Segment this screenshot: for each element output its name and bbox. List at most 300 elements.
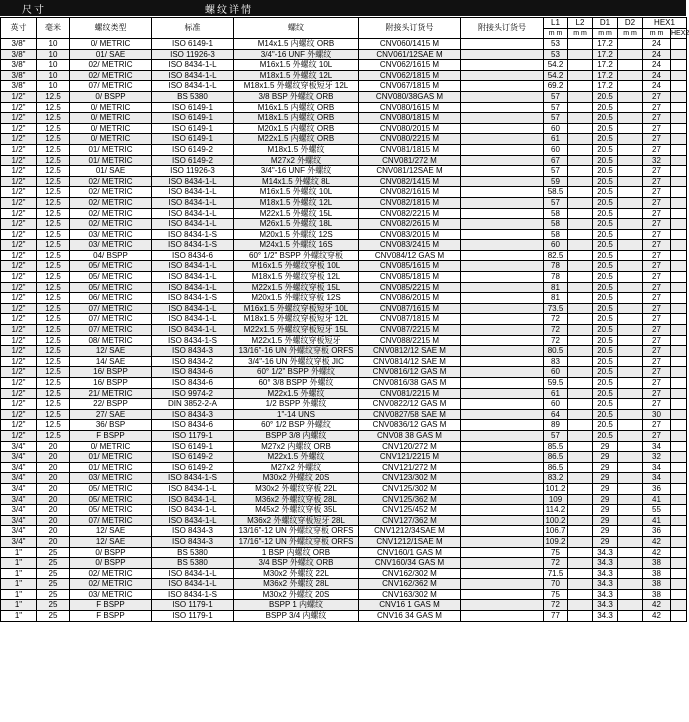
- cell-thread-type: 03/ METRIC: [70, 240, 152, 251]
- cell-d1: 34.3: [593, 589, 618, 600]
- table-row: [1, 483, 687, 494]
- cell-d2: [618, 250, 643, 261]
- cell-thread-type: 07/ METRIC: [70, 81, 152, 92]
- cell-fitting-part-no-2: [461, 60, 544, 71]
- table-row: [1, 420, 687, 431]
- cell-thread: 1 BSP 内螺纹 ORB: [234, 547, 359, 558]
- cell-d1: 20.5: [593, 282, 618, 293]
- cell-thread-type: 22/ BSPP: [70, 399, 152, 410]
- cell-standard: ISO 8434-1-S: [152, 589, 234, 600]
- cell-fitting-part-no: CNV062/1815 M: [359, 70, 461, 81]
- cell-fitting-part-no-2: [461, 49, 544, 60]
- cell-hex2: [671, 483, 687, 494]
- cell-d1: 20.5: [593, 346, 618, 357]
- table-row: [1, 303, 687, 314]
- cell-fitting-part-no: CNV1212/1SAE M: [359, 536, 461, 547]
- cell-hex1: 27: [643, 420, 671, 431]
- cell-hex1: 32: [643, 155, 671, 166]
- cell-thread-type: 01/ METRIC: [70, 155, 152, 166]
- table-row: [1, 430, 687, 441]
- cell-hex2: [671, 176, 687, 187]
- cell-hex2: [671, 134, 687, 145]
- cell-d2: [618, 568, 643, 579]
- cell-mm: 12.5: [37, 272, 70, 283]
- cell-inch: 1/2": [1, 388, 37, 399]
- cell-l1: 72: [544, 325, 568, 336]
- cell-hex1: 27: [643, 219, 671, 230]
- cell-d2: [618, 144, 643, 155]
- cell-inch: 3/4": [1, 462, 37, 473]
- cell-mm: 20: [37, 473, 70, 484]
- cell-l1: 85.5: [544, 441, 568, 452]
- cell-thread: 3/4"-16 UNF 外螺纹: [234, 49, 359, 60]
- cell-l1: 72: [544, 600, 568, 611]
- cell-l1: 57: [544, 166, 568, 177]
- cell-d1: 34.3: [593, 547, 618, 558]
- cell-standard: ISO 8434-1-L: [152, 325, 234, 336]
- cell-d2: [618, 123, 643, 134]
- cell-l1: 72: [544, 314, 568, 325]
- cell-fitting-part-no-2: [461, 494, 544, 505]
- cell-fitting-part-no: CNV080/38GAS M: [359, 91, 461, 102]
- cell-thread: 60° 1/2 BSP 外螺纹: [234, 420, 359, 431]
- cell-inch: 1/2": [1, 123, 37, 134]
- cell-fitting-part-no: CNV080/1615 M: [359, 102, 461, 113]
- table-row: [1, 81, 687, 92]
- cell-standard: ISO 8434-1-L: [152, 282, 234, 293]
- cell-mm: 12.5: [37, 208, 70, 219]
- cell-thread: M18x1.5 外螺纹: [234, 144, 359, 155]
- cell-thread: 13/16"-16 UN 外螺纹穿板 ORFS: [234, 346, 359, 357]
- cell-thread: 1/2 BSPP 外螺纹: [234, 399, 359, 410]
- cell-l2: [568, 144, 593, 155]
- cell-d2: [618, 197, 643, 208]
- unit-l2: m m: [568, 29, 593, 39]
- cell-fitting-part-no-2: [461, 515, 544, 526]
- cell-mm: 12.5: [37, 378, 70, 389]
- cell-l2: [568, 600, 593, 611]
- cell-inch: 1/2": [1, 303, 37, 314]
- cell-fitting-part-no-2: [461, 282, 544, 293]
- cell-fitting-part-no-2: [461, 81, 544, 92]
- cell-l1: 70: [544, 579, 568, 590]
- cell-d1: 20.5: [593, 240, 618, 251]
- cell-hex1: 27: [643, 346, 671, 357]
- cell-fitting-part-no-2: [461, 409, 544, 420]
- cell-d2: [618, 430, 643, 441]
- cell-fitting-part-no-2: [461, 441, 544, 452]
- cell-d1: 34.3: [593, 600, 618, 611]
- cell-hex1: 27: [643, 91, 671, 102]
- cell-standard: ISO 8434-1-L: [152, 70, 234, 81]
- cell-fitting-part-no: CNV080/2215 M: [359, 134, 461, 145]
- cell-mm: 12.5: [37, 325, 70, 336]
- col-d2: D2: [618, 18, 643, 29]
- cell-mm: 12.5: [37, 314, 70, 325]
- cell-fitting-part-no-2: [461, 547, 544, 558]
- cell-hex1: 42: [643, 611, 671, 622]
- cell-mm: 20: [37, 494, 70, 505]
- cell-d2: [618, 272, 643, 283]
- cell-thread-type: 06/ METRIC: [70, 293, 152, 304]
- cell-hex2: [671, 113, 687, 124]
- cell-inch: 1": [1, 600, 37, 611]
- cell-mm: 25: [37, 589, 70, 600]
- cell-standard: ISO 8434-1-L: [152, 568, 234, 579]
- cell-standard: ISO 6149-2: [152, 144, 234, 155]
- cell-inch: 3/8": [1, 49, 37, 60]
- cell-inch: 1/2": [1, 208, 37, 219]
- cell-mm: 25: [37, 579, 70, 590]
- cell-hex2: [671, 452, 687, 463]
- cell-standard: ISO 1179-1: [152, 600, 234, 611]
- cell-l2: [568, 303, 593, 314]
- cell-fitting-part-no: CNV127/362 M: [359, 515, 461, 526]
- cell-d2: [618, 81, 643, 92]
- cell-thread-type: 03/ METRIC: [70, 589, 152, 600]
- cell-l2: [568, 462, 593, 473]
- cell-mm: 12.5: [37, 346, 70, 357]
- cell-thread-type: 0/ BSPP: [70, 91, 152, 102]
- cell-l2: [568, 113, 593, 124]
- cell-fitting-part-no: CNV160/34 GAS M: [359, 558, 461, 569]
- cell-thread: 3/4 BSP 外螺纹 ORB: [234, 558, 359, 569]
- cell-fitting-part-no: CNV084/12 GAS M: [359, 250, 461, 261]
- cell-fitting-part-no: CNV125/452 M: [359, 505, 461, 516]
- cell-hex2: [671, 325, 687, 336]
- cell-hex1: 32: [643, 452, 671, 463]
- cell-d2: [618, 229, 643, 240]
- cell-hex2: [671, 600, 687, 611]
- cell-hex2: [671, 589, 687, 600]
- table-row: [1, 176, 687, 187]
- table-row: [1, 39, 687, 50]
- size-section-title: 尺寸: [22, 5, 46, 16]
- cell-standard: ISO 8434-3: [152, 536, 234, 547]
- cell-thread: M16x1.5 外螺纹 10L: [234, 187, 359, 198]
- cell-d1: 20.5: [593, 399, 618, 410]
- cell-standard: ISO 6149-1: [152, 441, 234, 452]
- cell-fitting-part-no-2: [461, 378, 544, 389]
- cell-l1: 71.5: [544, 568, 568, 579]
- cell-l1: 75: [544, 589, 568, 600]
- cell-l2: [568, 473, 593, 484]
- cell-l2: [568, 102, 593, 113]
- cell-d2: [618, 378, 643, 389]
- table-row: [1, 388, 687, 399]
- cell-thread-type: 07/ METRIC: [70, 314, 152, 325]
- cell-inch: 1": [1, 547, 37, 558]
- cell-fitting-part-no: CNV062/1615 M: [359, 60, 461, 71]
- cell-fitting-part-no: CNV123/302 M: [359, 473, 461, 484]
- cell-hex2: [671, 229, 687, 240]
- cell-d1: 20.5: [593, 378, 618, 389]
- cell-standard: ISO 11926-3: [152, 166, 234, 177]
- cell-l1: 109: [544, 494, 568, 505]
- cell-fitting-part-no-2: [461, 505, 544, 516]
- cell-fitting-part-no: CNV082/1815 M: [359, 197, 461, 208]
- cell-fitting-part-no-2: [461, 346, 544, 357]
- table-row: [1, 134, 687, 145]
- cell-standard: DIN 3852-2-A: [152, 399, 234, 410]
- cell-thread-type: 02/ METRIC: [70, 70, 152, 81]
- cell-thread: M22x1.5 外螺纹: [234, 452, 359, 463]
- cell-d2: [618, 441, 643, 452]
- cell-mm: 25: [37, 568, 70, 579]
- cell-thread: M18x1.5 内螺纹 ORB: [234, 113, 359, 124]
- col-standard: 标准: [152, 18, 234, 39]
- cell-l2: [568, 187, 593, 198]
- cell-thread: M30x2 外螺纹 20S: [234, 589, 359, 600]
- cell-l2: [568, 536, 593, 547]
- cell-hex1: 42: [643, 536, 671, 547]
- cell-hex2: [671, 208, 687, 219]
- cell-fitting-part-no: CNV0816/12 GAS M: [359, 367, 461, 378]
- cell-thread: M20x1.5 外螺纹穿板 12S: [234, 293, 359, 304]
- cell-mm: 12.5: [37, 261, 70, 272]
- cell-d1: 29: [593, 505, 618, 516]
- cell-hex1: 27: [643, 335, 671, 346]
- table-row: [1, 409, 687, 420]
- cell-fitting-part-no-2: [461, 102, 544, 113]
- cell-thread-type: 0/ BSPP: [70, 547, 152, 558]
- cell-hex1: 27: [643, 399, 671, 410]
- cell-thread-type: F BSPP: [70, 611, 152, 622]
- cell-l2: [568, 399, 593, 410]
- cell-d1: 20.5: [593, 144, 618, 155]
- cell-d1: 20.5: [593, 261, 618, 272]
- cell-l2: [568, 250, 593, 261]
- cell-hex2: [671, 303, 687, 314]
- cell-d2: [618, 282, 643, 293]
- cell-hex2: [671, 144, 687, 155]
- cell-thread: M16x1.5 内螺纹 ORB: [234, 102, 359, 113]
- cell-d1: 29: [593, 462, 618, 473]
- table-row: [1, 282, 687, 293]
- cell-inch: 3/4": [1, 452, 37, 463]
- table-row: [1, 600, 687, 611]
- cell-hex2: [671, 515, 687, 526]
- cell-hex1: 24: [643, 70, 671, 81]
- cell-inch: 3/4": [1, 483, 37, 494]
- cell-fitting-part-no: CNV085/1615 M: [359, 261, 461, 272]
- cell-d1: 20.5: [593, 409, 618, 420]
- cell-standard: ISO 8434-1-L: [152, 515, 234, 526]
- cell-fitting-part-no-2: [461, 166, 544, 177]
- cell-l1: 80.5: [544, 346, 568, 357]
- cell-inch: 1/2": [1, 335, 37, 346]
- cell-inch: 1/2": [1, 113, 37, 124]
- cell-hex2: [671, 81, 687, 92]
- cell-hex2: [671, 494, 687, 505]
- cell-hex2: [671, 155, 687, 166]
- table-row: [1, 113, 687, 124]
- cell-mm: 20: [37, 536, 70, 547]
- cell-d2: [618, 155, 643, 166]
- cell-hex1: 55: [643, 505, 671, 516]
- cell-d1: 29: [593, 526, 618, 537]
- col-l2: L2: [568, 18, 593, 29]
- table-row: [1, 91, 687, 102]
- cell-hex2: [671, 166, 687, 177]
- cell-thread: BSPP 1 内螺纹: [234, 600, 359, 611]
- cell-fitting-part-no: CNV162/362 M: [359, 579, 461, 590]
- cell-l1: 61: [544, 388, 568, 399]
- unit-d1: m m: [593, 29, 618, 39]
- cell-thread-type: 27/ SAE: [70, 409, 152, 420]
- table-row: [1, 293, 687, 304]
- cell-hex1: 24: [643, 49, 671, 60]
- cell-mm: 12.5: [37, 176, 70, 187]
- col-fitting-part-no-2: 附接头订货号: [461, 18, 544, 39]
- cell-d1: 34.3: [593, 579, 618, 590]
- cell-d1: 17.2: [593, 70, 618, 81]
- cell-hex1: 27: [643, 272, 671, 283]
- table-row: [1, 49, 687, 60]
- cell-l2: [568, 409, 593, 420]
- cell-standard: ISO 8434-1-S: [152, 293, 234, 304]
- cell-thread-type: 03/ METRIC: [70, 229, 152, 240]
- cell-inch: 1": [1, 611, 37, 622]
- cell-hex1: 42: [643, 547, 671, 558]
- cell-thread: M22x1.5 外螺纹穿板短牙 15L: [234, 325, 359, 336]
- cell-fitting-part-no-2: [461, 388, 544, 399]
- cell-standard: ISO 6149-1: [152, 102, 234, 113]
- cell-mm: 12.5: [37, 367, 70, 378]
- cell-hex1: 27: [643, 144, 671, 155]
- cell-mm: 10: [37, 60, 70, 71]
- cell-inch: 1/2": [1, 91, 37, 102]
- table-row: [1, 441, 687, 452]
- cell-standard: ISO 9974-2: [152, 388, 234, 399]
- cell-d1: 29: [593, 536, 618, 547]
- cell-mm: 12.5: [37, 303, 70, 314]
- cell-l2: [568, 346, 593, 357]
- cell-hex1: 27: [643, 430, 671, 441]
- cell-mm: 10: [37, 81, 70, 92]
- cell-l2: [568, 261, 593, 272]
- table-row: [1, 367, 687, 378]
- cell-hex1: 24: [643, 39, 671, 50]
- cell-d1: 20.5: [593, 250, 618, 261]
- cell-l1: 67: [544, 155, 568, 166]
- cell-l1: 57: [544, 197, 568, 208]
- cell-inch: 3/4": [1, 536, 37, 547]
- cell-mm: 25: [37, 547, 70, 558]
- cell-hex1: 24: [643, 81, 671, 92]
- cell-d1: 20.5: [593, 197, 618, 208]
- cell-inch: 3/4": [1, 473, 37, 484]
- cell-l2: [568, 558, 593, 569]
- cell-fitting-part-no-2: [461, 187, 544, 198]
- cell-hex2: [671, 60, 687, 71]
- cell-hex1: 27: [643, 378, 671, 389]
- table-body: [1, 39, 687, 622]
- cell-l1: 57: [544, 102, 568, 113]
- cell-standard: ISO 8434-1-L: [152, 261, 234, 272]
- cell-mm: 12.5: [37, 229, 70, 240]
- cell-mm: 12.5: [37, 197, 70, 208]
- table-row: [1, 335, 687, 346]
- cell-thread-type: 02/ METRIC: [70, 579, 152, 590]
- cell-d1: 29: [593, 515, 618, 526]
- cell-mm: 12.5: [37, 293, 70, 304]
- col-d1: D1: [593, 18, 618, 29]
- cell-mm: 12.5: [37, 219, 70, 230]
- cell-thread-type: 01/ METRIC: [70, 144, 152, 155]
- cell-d1: 29: [593, 441, 618, 452]
- cell-thread-type: 01/ METRIC: [70, 452, 152, 463]
- cell-d1: 29: [593, 483, 618, 494]
- cell-inch: 1": [1, 589, 37, 600]
- unit-hex1: m m: [643, 29, 671, 39]
- cell-l1: 60: [544, 367, 568, 378]
- cell-l2: [568, 134, 593, 145]
- cell-thread-type: 07/ METRIC: [70, 303, 152, 314]
- cell-hex1: 27: [643, 303, 671, 314]
- cell-thread: M22x1.5 外螺纹 15L: [234, 208, 359, 219]
- cell-standard: ISO 8434-1-S: [152, 473, 234, 484]
- cell-inch: 1/2": [1, 314, 37, 325]
- cell-hex1: 27: [643, 293, 671, 304]
- cell-fitting-part-no-2: [461, 134, 544, 145]
- cell-l1: 53: [544, 49, 568, 60]
- cell-d2: [618, 452, 643, 463]
- cell-d1: 20.5: [593, 176, 618, 187]
- table-head: [1, 18, 687, 39]
- cell-d1: 17.2: [593, 39, 618, 50]
- cell-thread: M36x2 外螺纹穿板 28L: [234, 494, 359, 505]
- table-row: [1, 325, 687, 336]
- cell-mm: 25: [37, 600, 70, 611]
- cell-inch: 1/2": [1, 102, 37, 113]
- cell-l2: [568, 547, 593, 558]
- cell-thread: M16x1.5 外螺纹穿板 10L: [234, 261, 359, 272]
- cell-fitting-part-no: CNV086/2015 M: [359, 293, 461, 304]
- cell-fitting-part-no-2: [461, 526, 544, 537]
- table-row: [1, 462, 687, 473]
- cell-inch: 3/4": [1, 505, 37, 516]
- cell-d2: [618, 420, 643, 431]
- cell-hex2: [671, 526, 687, 537]
- cell-thread-type: 0/ METRIC: [70, 441, 152, 452]
- cell-fitting-part-no-2: [461, 39, 544, 50]
- cell-thread-type: 05/ METRIC: [70, 261, 152, 272]
- cell-thread: M27x2 外螺纹: [234, 155, 359, 166]
- cell-d1: 20.5: [593, 367, 618, 378]
- cell-l2: [568, 70, 593, 81]
- cell-d2: [618, 515, 643, 526]
- cell-fitting-part-no-2: [461, 356, 544, 367]
- table-row: [1, 250, 687, 261]
- cell-hex2: [671, 473, 687, 484]
- cell-l1: 57: [544, 113, 568, 124]
- cell-hex1: 24: [643, 60, 671, 71]
- cell-hex2: [671, 430, 687, 441]
- cell-d1: 20.5: [593, 113, 618, 124]
- cell-inch: 3/8": [1, 39, 37, 50]
- cell-l1: 83: [544, 356, 568, 367]
- cell-hex1: 27: [643, 166, 671, 177]
- cell-thread: M18x1.5 外螺纹穿板短牙 12L: [234, 81, 359, 92]
- table-row: [1, 568, 687, 579]
- cell-thread: M30x2 外螺纹 20S: [234, 473, 359, 484]
- cell-hex2: [671, 356, 687, 367]
- cell-d2: [618, 49, 643, 60]
- cell-hex2: [671, 314, 687, 325]
- table-row: [1, 346, 687, 357]
- cell-thread: 60° 1/2" BSPP 外螺纹: [234, 367, 359, 378]
